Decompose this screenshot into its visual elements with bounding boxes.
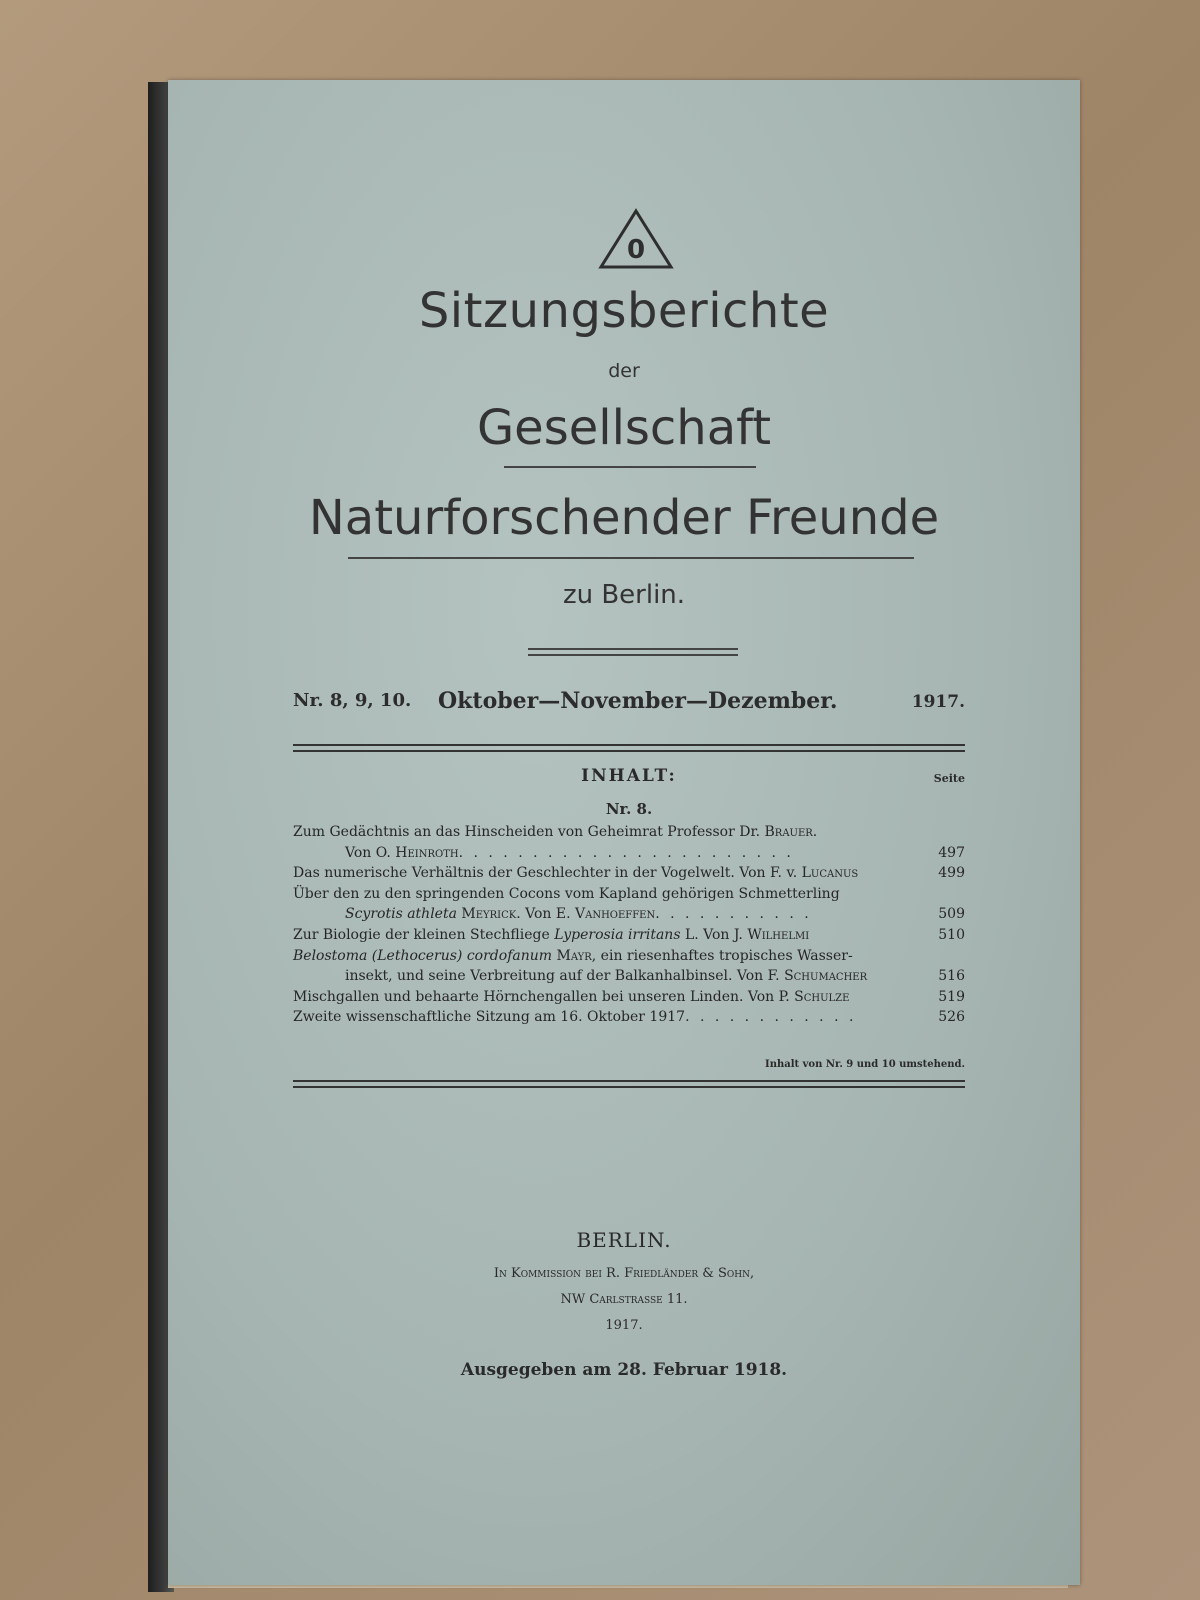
toc-text-segment: Das numerische Verhältnis der Geschlechter in der Vogelwelt. Von F. v. bbox=[293, 865, 802, 882]
double-rule-top bbox=[293, 744, 965, 752]
toc-page-number: 516 bbox=[938, 968, 965, 985]
toc-entry-text bbox=[293, 925, 809, 946]
title-sitzungsberichte: Sitzungsberichte bbox=[418, 283, 830, 339]
toc-page-number: 510 bbox=[938, 926, 965, 943]
toc-text-segment: L. Von J. bbox=[680, 926, 748, 943]
issue-date: Ausgegeben am 28. Februar 1918. bbox=[460, 1360, 788, 1380]
issue-year: 1917. bbox=[911, 692, 965, 712]
toc-entry bbox=[293, 863, 965, 884]
toc-text-segment: Schumacher bbox=[784, 968, 868, 985]
toc-entry bbox=[293, 946, 965, 967]
toc-text-segment: Schulze bbox=[794, 988, 850, 1005]
contents-section-number: Nr. 8. bbox=[605, 800, 653, 818]
publisher-year: 1917. bbox=[605, 1318, 643, 1333]
toc-text-segment: Zum Gedächtnis an das Hinscheiden von Geheimrat Professor Dr. bbox=[293, 824, 765, 840]
toc-page-number: 519 bbox=[938, 988, 965, 1005]
toc-text-segment: Mayr bbox=[556, 947, 592, 964]
toc-text-segment: Von O. bbox=[345, 844, 396, 861]
toc-text-segment: Mischgallen und behaarte Hörnchengallen bei unseren Linden. Von P. bbox=[293, 988, 795, 1005]
publisher-line-1: In Kommission bei R. Friedländer & Sohn, bbox=[493, 1266, 755, 1281]
toc-page-number: 499 bbox=[938, 865, 965, 882]
toc-entry-text bbox=[293, 1007, 685, 1028]
title-der: der bbox=[608, 360, 640, 382]
triangle-logo-icon bbox=[598, 208, 674, 270]
toc-entry bbox=[293, 966, 965, 987]
toc-text-segment: Heinroth bbox=[395, 844, 459, 861]
toc-entry bbox=[293, 904, 965, 925]
toc-text-segment: Meyrick bbox=[461, 906, 517, 923]
journal-cover bbox=[168, 80, 1080, 1585]
title-zu-berlin: zu Berlin. bbox=[562, 580, 686, 610]
issue-months: Oktober—November—Dezember. bbox=[438, 688, 838, 714]
toc-leader-dots: . . . . . . . . . . . . . . . . . . . . . . . bbox=[458, 844, 794, 861]
toc-entry-text bbox=[293, 987, 849, 1008]
contents-heading: INHALT: bbox=[581, 766, 677, 786]
toc-entry bbox=[293, 843, 965, 864]
title-naturforschender-freunde: Naturforschender Freunde bbox=[308, 490, 940, 546]
toc-entry-text bbox=[293, 863, 858, 884]
toc-entry-text bbox=[345, 843, 459, 864]
toc-page-number: 526 bbox=[938, 1009, 965, 1026]
title-underline-2 bbox=[348, 557, 914, 559]
toc-text-segment: Über den zu den springenden Cocons vom Kapland gehörigen Schmetterling bbox=[293, 885, 840, 902]
table-of-contents bbox=[293, 822, 965, 1028]
toc-page-number: 509 bbox=[938, 906, 965, 923]
toc-entry-text bbox=[345, 904, 655, 925]
toc-text-segment: Vanhoeffen bbox=[574, 906, 656, 923]
toc-text-segment: insekt, und seine Verbreitung auf der Balkanhalbinsel. Von F. bbox=[345, 968, 785, 985]
toc-text-segment: Lucanus bbox=[801, 865, 859, 882]
toc-entry bbox=[293, 925, 965, 946]
toc-entry-text bbox=[293, 946, 853, 967]
toc-text-segment: . Von E. bbox=[516, 906, 575, 923]
title-gesellschaft: Gesellschaft bbox=[476, 400, 772, 456]
double-rule-bottom bbox=[293, 1080, 965, 1088]
publisher-city: BERLIN. bbox=[576, 1228, 672, 1252]
toc-text-segment: Belostoma (Lethocerus) cordofanum bbox=[293, 947, 553, 964]
toc-entry bbox=[293, 1007, 965, 1028]
toc-text-segment: , ein riesenhaftes tropisches Wasser- bbox=[591, 947, 853, 964]
toc-entry-text bbox=[345, 966, 867, 987]
contents-heading-row bbox=[293, 766, 965, 790]
toc-entry bbox=[293, 987, 965, 1008]
toc-text-segment: Brauer. bbox=[764, 824, 818, 840]
issue-numbers: Nr. 8, 9, 10. bbox=[293, 690, 412, 711]
publisher-line-2: NW Carlstrasse 11. bbox=[560, 1292, 688, 1307]
toc-page-number: 497 bbox=[938, 844, 965, 861]
toc-entry-text bbox=[293, 822, 817, 843]
contents-note: Inhalt von Nr. 9 und 10 umstehend. bbox=[765, 1059, 965, 1070]
toc-text-segment: Scyrotis athleta bbox=[345, 906, 457, 923]
toc-entry-text bbox=[293, 884, 840, 905]
toc-text-segment: Wilhelmi bbox=[747, 926, 810, 943]
page-column-label: Seite bbox=[933, 772, 965, 785]
toc-entry bbox=[293, 822, 965, 843]
toc-text-segment: Zur Biologie der kleinen Stechfliege bbox=[293, 926, 555, 943]
toc-leader-dots: . . . . . . . . . . . . bbox=[685, 1009, 857, 1026]
toc-text-segment: Zweite wissenschaftliche Sitzung am 16. Oktober 1917 bbox=[293, 1009, 686, 1026]
title-underline-1 bbox=[504, 466, 756, 468]
issue-info bbox=[293, 690, 965, 720]
toc-text-segment: Lyperosia irritans bbox=[554, 926, 681, 943]
svg-text:0: 0 bbox=[626, 235, 646, 265]
toc-leader-dots: . . . . . . . . . . . bbox=[655, 906, 812, 923]
double-rule-short bbox=[528, 648, 738, 656]
toc-entry bbox=[293, 884, 965, 905]
